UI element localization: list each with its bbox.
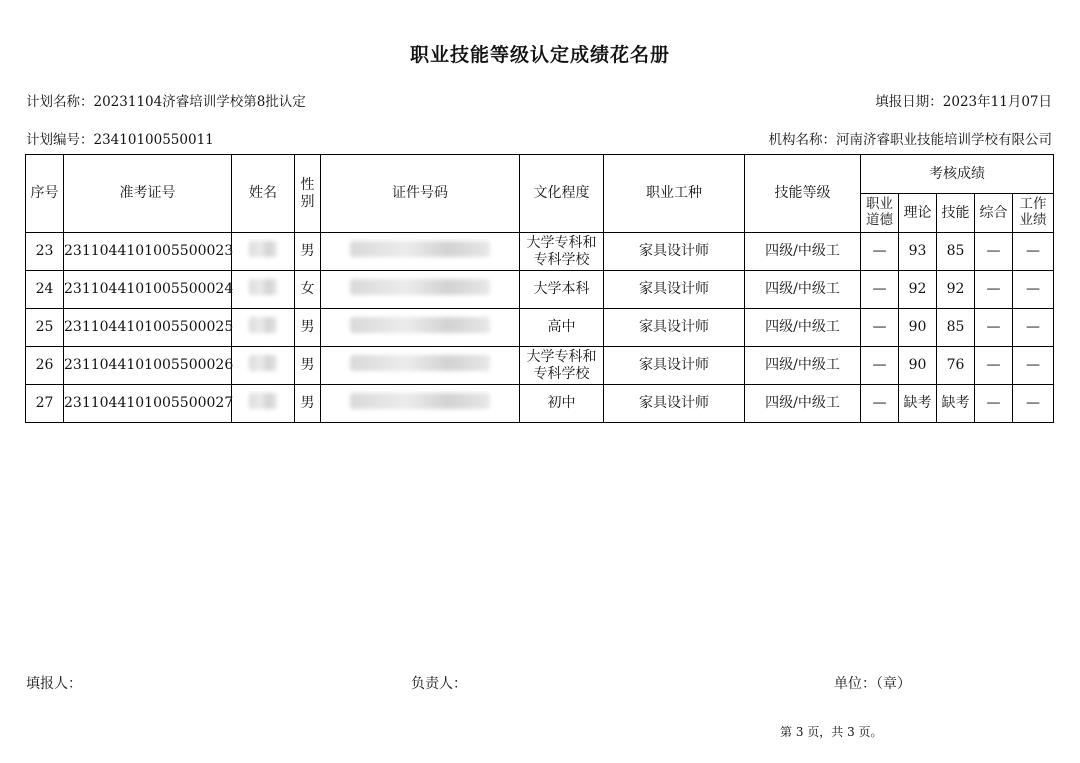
header-seq: 序号 (26, 155, 64, 233)
cell-name-redacted (232, 233, 295, 271)
header-id-no: 证件号码 (321, 155, 520, 233)
cell-exam-no: 2311044101005500023 (64, 233, 232, 271)
education-line1: 初中 (547, 395, 576, 412)
cell-skill: 85 (937, 309, 975, 347)
cell-level: 四级/中级工 (745, 309, 861, 347)
redaction-blur (249, 279, 277, 295)
cell-theory: 93 (899, 233, 937, 271)
cell-gender: 男 (295, 233, 321, 271)
footer-filler: 填报人： (26, 676, 82, 692)
education-line1: 高中 (547, 319, 576, 336)
redaction-blur (350, 241, 490, 257)
cell-level: 四级/中级工 (745, 271, 861, 309)
cell-ethics: — (861, 385, 899, 423)
cell-overall: — (975, 385, 1013, 423)
header-work-line2: 业绩 (1019, 212, 1047, 228)
cell-overall: — (975, 271, 1013, 309)
cell-name-redacted (232, 271, 295, 309)
education-line1: 大学本科 (533, 281, 590, 298)
header-overall: 综合 (975, 194, 1013, 233)
cell-name-redacted (232, 385, 295, 423)
header-gender (295, 155, 321, 233)
cell-occupation: 家具设计师 (604, 385, 745, 423)
header-ethics-line1: 职业 (866, 196, 893, 213)
table-row (26, 309, 1054, 347)
header-ethics-line2: 道德 (866, 212, 893, 228)
cell-education (520, 233, 604, 271)
cell-work: — (1013, 309, 1054, 347)
cell-exam-no: 2311044101005500025 (64, 309, 232, 347)
cell-exam-no: 2311044101005500027 (64, 385, 232, 423)
cell-education (520, 347, 604, 385)
education-line2: 专科学校 (533, 251, 590, 268)
header-work-line1: 工作 (1019, 196, 1047, 213)
cell-gender: 男 (295, 385, 321, 423)
cell-work: — (1013, 271, 1054, 309)
cell-skill: 缺考 (937, 385, 975, 423)
cell-theory: 缺考 (899, 385, 937, 423)
header-education: 文化程度 (520, 155, 604, 233)
cell-level: 四级/中级工 (745, 347, 861, 385)
fill-date: 填报日期：2023年11月07日 (875, 94, 1052, 110)
cell-seq: 24 (26, 271, 64, 309)
cell-ethics: — (861, 309, 899, 347)
cell-skill: 85 (937, 233, 975, 271)
cell-work: — (1013, 385, 1054, 423)
cell-overall: — (975, 309, 1013, 347)
cell-overall: — (975, 233, 1013, 271)
redaction-blur (350, 317, 490, 333)
cell-seq: 25 (26, 309, 64, 347)
plan-number: 计划编号：23410100550011 (26, 132, 214, 148)
table-row (26, 233, 1054, 271)
cell-id-redacted (321, 309, 520, 347)
cell-skill: 92 (937, 271, 975, 309)
header-skill-level: 技能等级 (745, 155, 861, 233)
cell-education (520, 309, 604, 347)
table-row (26, 385, 1054, 423)
cell-seq: 26 (26, 347, 64, 385)
cell-seq: 23 (26, 233, 64, 271)
cell-level: 四级/中级工 (745, 385, 861, 423)
header-skill: 技能 (937, 194, 975, 233)
cell-education (520, 271, 604, 309)
redaction-blur (350, 393, 490, 409)
plan-name: 计划名称：20231104济睿培训学校第8批认定 (26, 94, 306, 110)
cell-theory: 90 (899, 347, 937, 385)
cell-work: — (1013, 233, 1054, 271)
redaction-blur (249, 393, 277, 409)
cell-overall: — (975, 347, 1013, 385)
cell-ethics: — (861, 347, 899, 385)
header-gender-line1: 性 (300, 177, 315, 194)
cell-occupation: 家具设计师 (604, 233, 745, 271)
cell-theory: 90 (899, 309, 937, 347)
cell-id-redacted (321, 385, 520, 423)
footer-responsible: 负责人： (411, 676, 467, 692)
cell-exam-no: 2311044101005500026 (64, 347, 232, 385)
cell-education (520, 385, 604, 423)
cell-name-redacted (232, 309, 295, 347)
cell-occupation: 家具设计师 (604, 309, 745, 347)
cell-work: — (1013, 347, 1054, 385)
redaction-blur (249, 355, 277, 371)
cell-id-redacted (321, 271, 520, 309)
cell-theory: 92 (899, 271, 937, 309)
footer-unit-seal: 单位：（章） (834, 676, 911, 692)
header-theory: 理论 (899, 194, 937, 233)
header-ethics (861, 194, 899, 233)
cell-name-redacted (232, 347, 295, 385)
cell-occupation: 家具设计师 (604, 347, 745, 385)
header-name: 姓名 (232, 155, 295, 233)
redaction-blur (249, 317, 277, 333)
cell-gender: 男 (295, 309, 321, 347)
header-scores: 考核成绩 (861, 155, 1054, 194)
cell-skill: 76 (937, 347, 975, 385)
education-line1: 大学专科和 (526, 235, 597, 252)
cell-level: 四级/中级工 (745, 233, 861, 271)
table-row (26, 271, 1054, 309)
cell-occupation: 家具设计师 (604, 271, 745, 309)
table-header-row (26, 155, 1054, 194)
redaction-blur (350, 355, 490, 371)
header-work (1013, 194, 1054, 233)
header-occupation: 职业工种 (604, 155, 745, 233)
score-roster-table (25, 154, 1054, 423)
page-number: 第 3 页，共 3 页。 (780, 725, 883, 739)
redaction-blur (249, 241, 277, 257)
education-line1: 大学专科和 (526, 349, 597, 366)
cell-gender: 女 (295, 271, 321, 309)
cell-gender: 男 (295, 347, 321, 385)
cell-id-redacted (321, 233, 520, 271)
table-row (26, 347, 1054, 385)
cell-id-redacted (321, 347, 520, 385)
cell-ethics: — (861, 271, 899, 309)
page-title: 职业技能等级认定成绩花名册 (409, 44, 670, 66)
header-exam-no: 准考证号 (64, 155, 232, 233)
cell-ethics: — (861, 233, 899, 271)
cell-seq: 27 (26, 385, 64, 423)
organization-name: 机构名称：河南济睿职业技能培训学校有限公司 (768, 132, 1052, 148)
header-gender-line2: 别 (300, 193, 315, 210)
education-line2: 专科学校 (533, 365, 590, 382)
redaction-blur (350, 279, 490, 295)
cell-exam-no: 2311044101005500024 (64, 271, 232, 309)
